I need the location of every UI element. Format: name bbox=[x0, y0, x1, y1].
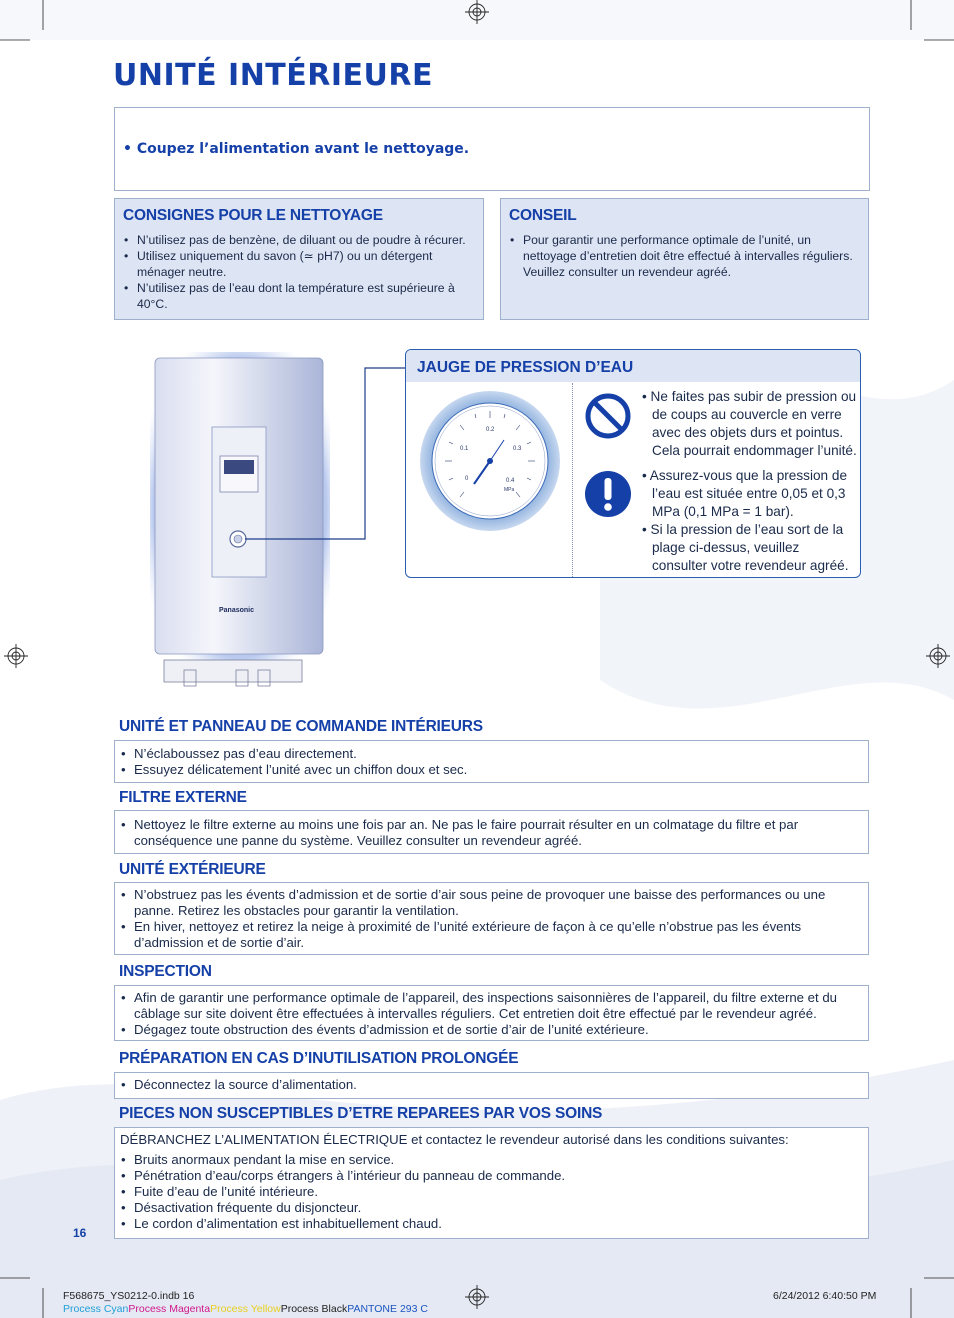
ink-label: Process Magenta bbox=[128, 1303, 211, 1315]
section-heading: PIECES NON SUSCEPTIBLES D’ETRE REPAREES PAR VOS SOINS bbox=[119, 1105, 603, 1122]
unit-brand-logo: Panasonic bbox=[219, 607, 255, 614]
list-item: • N’obstruez pas les évents d’admission et de sortie d’air sous peine de provoquer une baisse des performances ou une panne. Retirez les obstacles pour garantir la ventilation. bbox=[118, 887, 862, 919]
section-box bbox=[114, 882, 869, 955]
list-item: • Déconnectez la source d’alimentation. bbox=[118, 1077, 862, 1093]
cleaning-instructions-heading: CONSIGNES POUR LE NETTOYAGE bbox=[123, 207, 383, 224]
gauge-unit-label: MPa bbox=[504, 487, 515, 493]
list-item: • Fuite d’eau de l’unité intérieure. bbox=[118, 1184, 862, 1200]
list-item: • Bruits anormaux pendant la mise en service. bbox=[118, 1152, 862, 1168]
section-intro: DÉBRANCHEZ L’ALIMENTATION ÉLECTRIQUE et contactez le revendeur autorisé dans les conditions suivantes: bbox=[120, 1132, 789, 1147]
page-number: 16 bbox=[73, 1226, 87, 1240]
gauge-prohibition-text: • Ne faites pas subir de pression ou de coups au couvercle en verre avec des objets durs et pointus. Cela pourrait endommager l’unité. bbox=[642, 389, 857, 458]
advice-panel bbox=[500, 198, 869, 320]
pressure-gauge-icon bbox=[420, 386, 560, 536]
list-item: • Dégagez toute obstruction des évents d’admission et de sortie d’air de l’unité extérieure. bbox=[118, 1022, 862, 1038]
exclamation-icon bbox=[584, 470, 632, 518]
ink-label: Process Yellow bbox=[210, 1303, 281, 1315]
section-heading: PRÉPARATION EN CAS D’INUTILISATION PROLONGÉE bbox=[119, 1050, 519, 1067]
warning-box bbox=[114, 107, 870, 191]
list-item: • N’utilisez pas de benzène, de diluant ou de poudre à récurer. bbox=[121, 232, 475, 248]
list-item: • Pour garantir une performance optimale de l’unité, un nettoyage d’entretien doit être effectué à intervalles réguliers. Veuillez consulter un revendeur agréé. bbox=[507, 232, 858, 280]
section-box bbox=[114, 740, 869, 783]
section-box bbox=[114, 1072, 869, 1099]
callout-line bbox=[240, 364, 410, 544]
section-list bbox=[118, 746, 862, 778]
ink-label: PANTONE 293 C bbox=[347, 1303, 428, 1315]
section-box bbox=[114, 810, 869, 854]
cleaning-instructions-list bbox=[121, 232, 475, 312]
ink-label: Process Cyan bbox=[63, 1303, 129, 1315]
footer-filename: F568675_YS0212-0.indb 16 bbox=[63, 1290, 195, 1302]
advice-heading: CONSEIL bbox=[509, 207, 577, 224]
advice-list bbox=[507, 232, 858, 280]
section-list bbox=[118, 817, 862, 849]
gauge-scale-label: 0.1 bbox=[460, 446, 469, 452]
list-item: • Utilisez uniquement du savon (≃ pH7) ou un détergent ménager neutre. bbox=[121, 248, 475, 280]
list-item: • N’éclaboussez pas d’eau directement. bbox=[118, 746, 862, 762]
gauge-scale-label: 0.4 bbox=[506, 478, 515, 484]
cleaning-instructions-panel bbox=[114, 198, 484, 320]
page-title: UNITÉ INTÉRIEURE bbox=[113, 58, 433, 93]
gauge-caution-text: • Assurez-vous que la pression de l’eau est située entre 0,05 et 0,3 MPa (0,1 MPa = 1 bar). • Si la pression de l’eau sort de la plage ci-dessus, veuillez consulter votre revendeur agréé. bbox=[642, 468, 849, 573]
gauge-scale-label: 0.3 bbox=[513, 446, 522, 452]
list-item: • N’utilisez pas de l’eau dont la température est supérieure à 40°C. bbox=[121, 280, 475, 312]
list-item: • Désactivation fréquente du disjoncteur. bbox=[118, 1200, 862, 1216]
pressure-gauge-header bbox=[406, 350, 860, 382]
list-item: • Pénétration d’eau/corps étrangers à l’intérieur du panneau de commande. bbox=[118, 1168, 862, 1184]
section-heading: UNITÉ ET PANNEAU DE COMMANDE INTÉRIEURS bbox=[119, 718, 483, 735]
ink-label: Process Black bbox=[280, 1303, 348, 1315]
divider bbox=[572, 383, 573, 578]
list-item: • Afin de garantir une performance optimale de l’appareil, des inspections saisonnières de l’appareil, du filtre externe et du câblage sur site doivent être effectuées à intervalles réguliers. Cet entretien doit être effectué par le revendeur agréé. bbox=[118, 990, 862, 1022]
section-list bbox=[118, 1077, 862, 1093]
gauge-scale-label: 0.2 bbox=[486, 427, 495, 433]
footer-date: 6/24/2012 6:40:50 PM bbox=[773, 1290, 877, 1302]
list-item: • Nettoyez le filtre externe au moins une fois par an. Ne pas le faire pourrait résulter en un colmatage du filtre et par conséquence une panne du système. Veuillez consulter un revendeur agréé. bbox=[118, 817, 862, 849]
section-list bbox=[118, 990, 862, 1038]
section-heading: INSPECTION bbox=[119, 963, 212, 980]
section-list bbox=[118, 1152, 862, 1232]
list-item: • En hiver, nettoyez et retirez la neige à proximité de l’unité extérieure de façon à ce qu’elle n’obstrue pas les évents d’admission et de sortie d’air. bbox=[118, 919, 862, 951]
list-item: • Le cordon d’alimentation est inhabituellement chaud. bbox=[118, 1216, 862, 1232]
section-box bbox=[114, 1127, 869, 1239]
list-item: • Essuyez délicatement l’unité avec un chiffon doux et sec. bbox=[118, 762, 862, 778]
footer-ink-list bbox=[63, 1303, 428, 1315]
prohibition-icon bbox=[584, 392, 632, 440]
pressure-gauge-heading: JAUGE DE PRESSION D’EAU bbox=[417, 359, 634, 376]
section-heading: UNITÉ EXTÉRIEURE bbox=[119, 861, 266, 878]
section-box bbox=[114, 985, 869, 1041]
warning-text: • Coupez l’alimentation avant le nettoyage. bbox=[123, 141, 470, 157]
pressure-gauge-panel bbox=[405, 349, 861, 578]
section-list bbox=[118, 887, 862, 951]
section-heading: FILTRE EXTERNE bbox=[119, 789, 247, 806]
gauge-scale-label: 0 bbox=[465, 476, 469, 482]
